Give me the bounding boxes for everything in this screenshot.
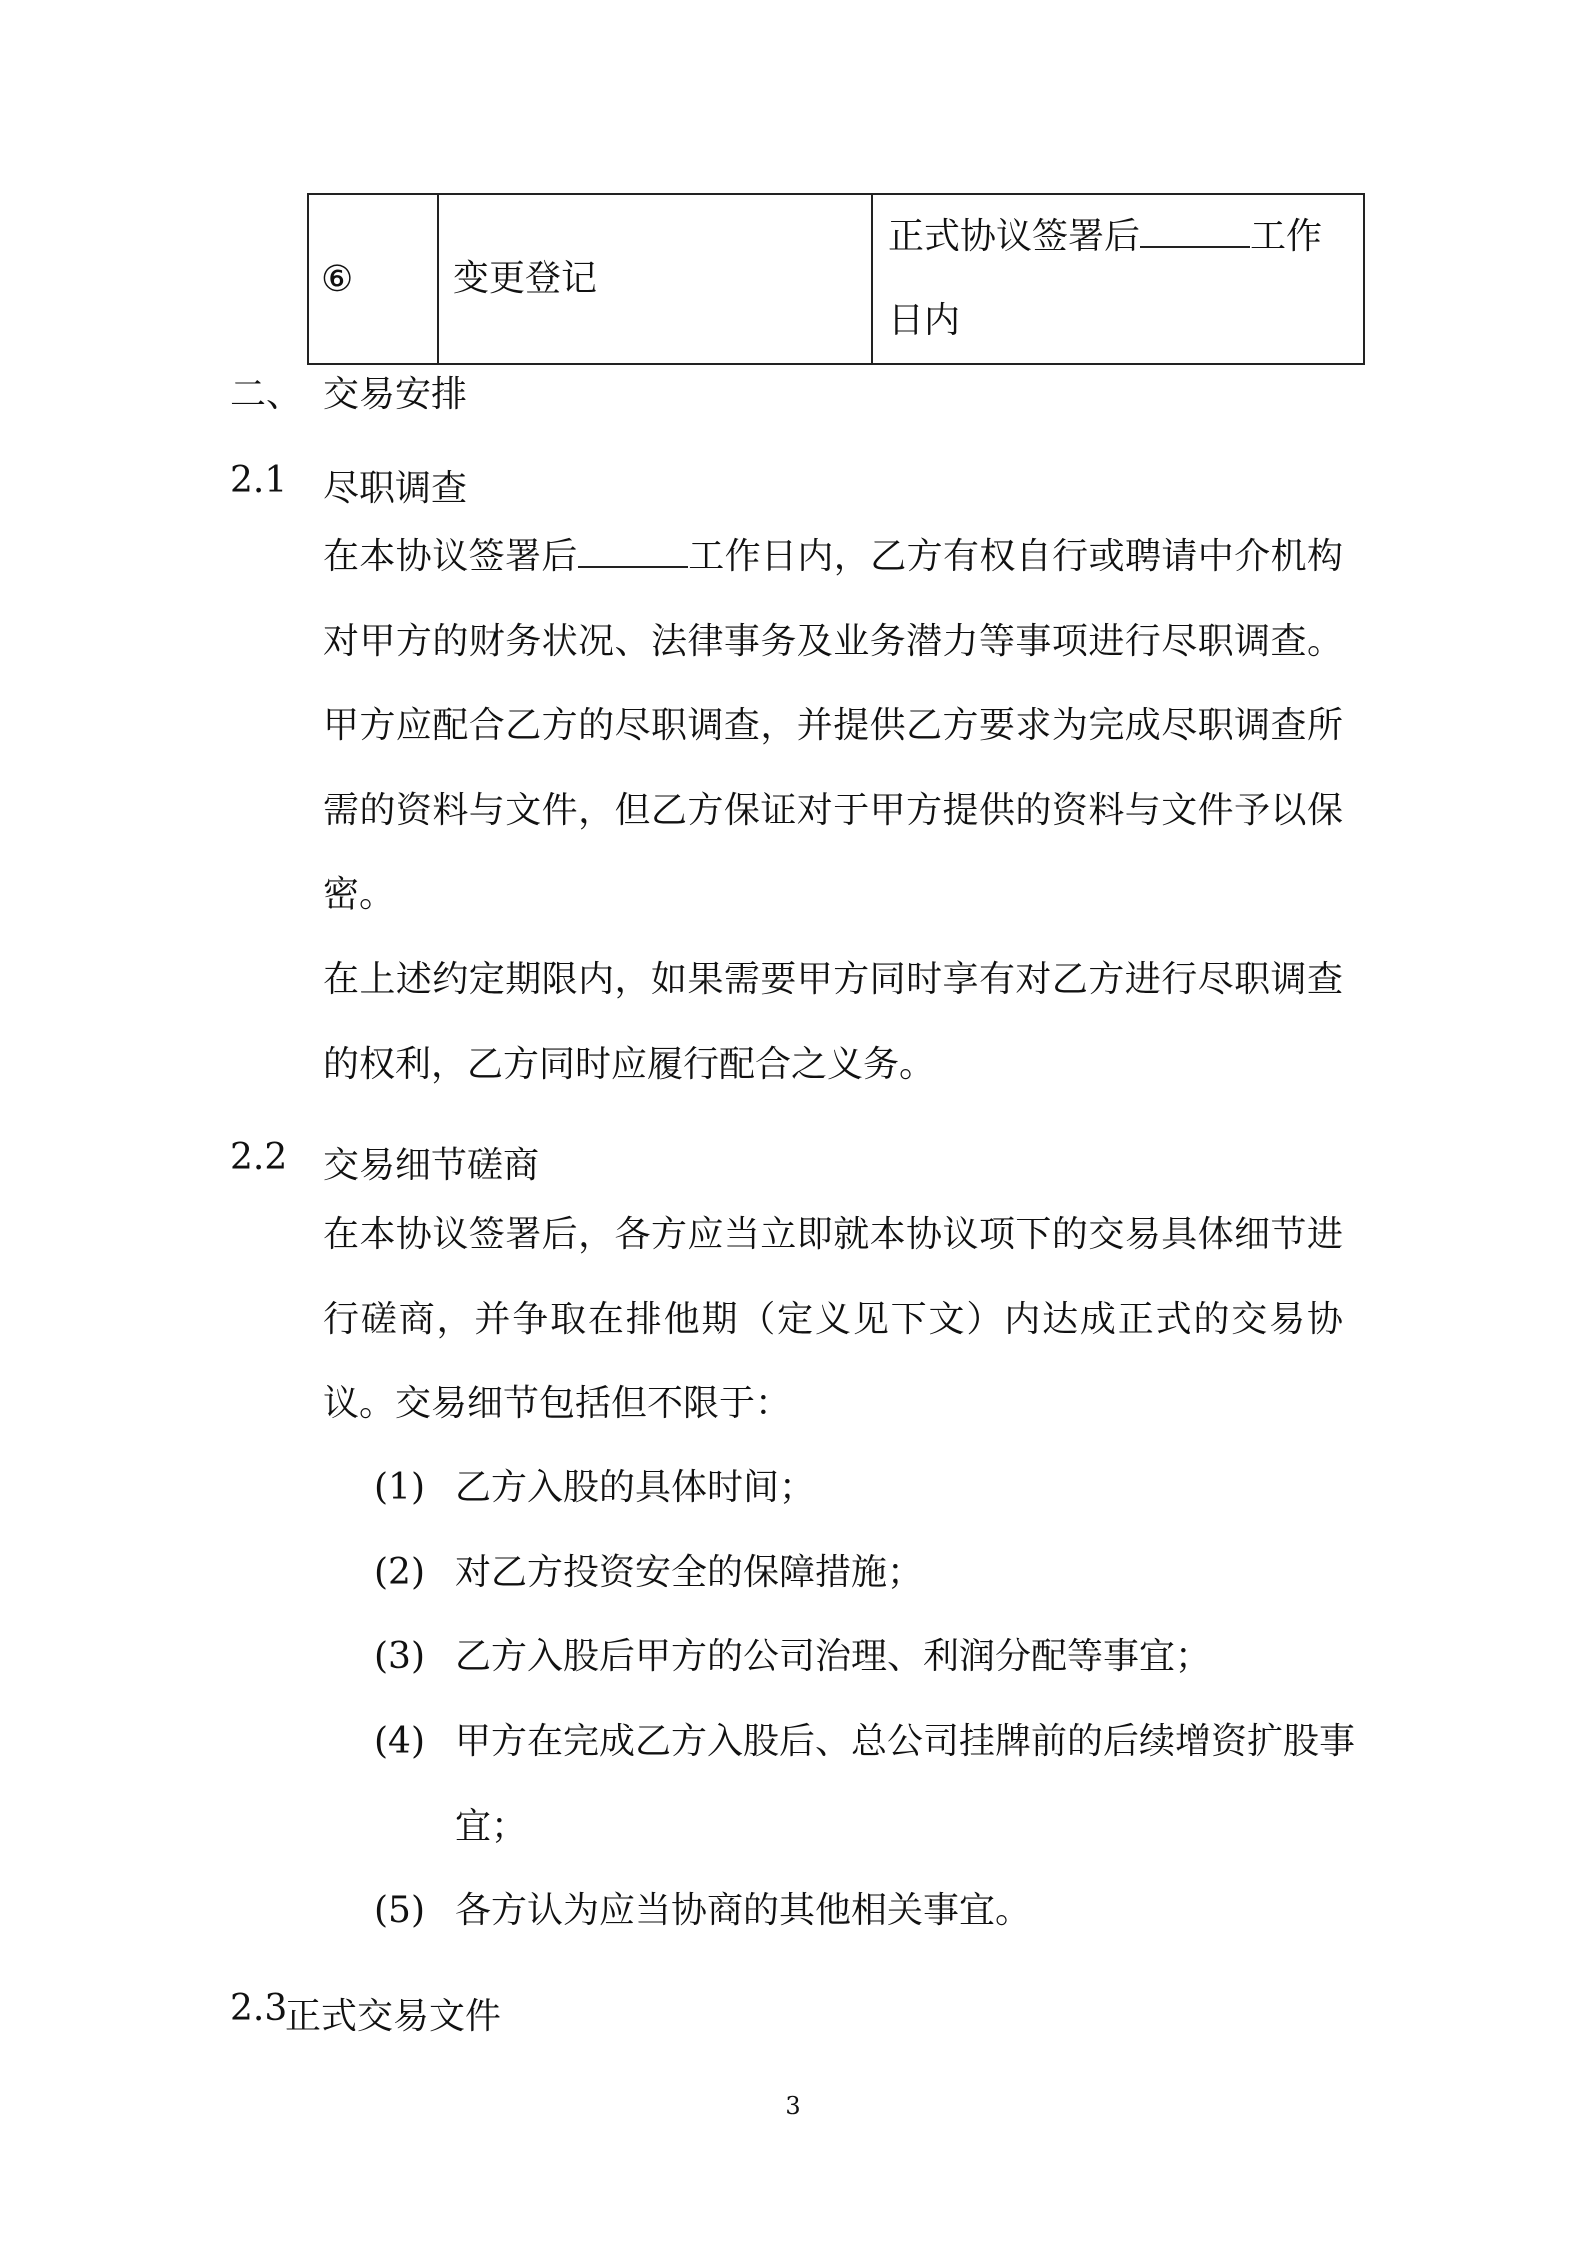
list-item: 甲方在完成乙方入股后、总公司挂牌前的后续增资扩股事宜； [455,1721,1356,1847]
table-cell-number [308,194,438,364]
timeline-table [307,193,1365,365]
page-number: 3 [785,2092,801,2120]
clause-2-1-paragraph-1 [323,515,1343,938]
list-item: 乙方入股后甲方的公司治理、利润分配等事宜； [455,1636,1212,1677]
blank-line [1140,206,1250,248]
p1-after-blank: 工作日内，乙方有权自行或聘请中介机构对甲方的财务状况、法律事务及业务潜力等事项进行尽职调查。甲方应配合乙方的尽职调查，并提供乙方要求为完成尽职调查所需的资料与文件，但乙方保证对于甲方提供的资料与文件予以保密。 [323,536,1343,915]
list-item: 对乙方投资安全的保障措施； [455,1552,924,1593]
clause-number-2-2: 2.2 [230,1137,288,1178]
section-title: 交易安排 [323,374,468,415]
row-item: 变更登记 [453,258,598,299]
clause-number-2-1: 2.1 [230,460,288,501]
deadline-text [873,195,1363,363]
clause-title-2-3: 正式交易文件 [285,1996,502,2037]
blank-line [578,526,688,568]
row-number: ⑥ [321,258,354,300]
clause-2-2-paragraph-1: 在本协议签署后，各方应当立即就本协议项下的交易具体细节进行磋商，并争取在排他期（定义见下文）内达成正式的交易协议。交易细节包括但不限于： [323,1214,1343,1424]
list-item-number: (1) [374,1467,425,1508]
list-item-number: (2) [374,1552,425,1593]
deadline-before: 正式协议签署后 [888,216,1141,257]
deadline-line2: 日内 [888,300,961,341]
table-row [308,194,1364,364]
table-cell-deadline [872,194,1364,364]
clause-title-2-2: 交易细节磋商 [323,1145,540,1186]
clause-number-2-3: 2.3 [230,1988,288,2029]
list-item-number: (4) [374,1721,425,1762]
section-number: 二、 [230,374,303,415]
list-item: 乙方入股的具体时间； [455,1467,816,1508]
table-cell-item [438,194,872,364]
p1-before-blank: 在本协议签署后 [323,536,578,577]
list-item-number: (3) [374,1636,425,1677]
clause-title-2-1: 尽职调查 [323,468,468,509]
clause-2-1-paragraph-2: 在上述约定期限内，如果需要甲方同时享有对乙方进行尽职调查的权利，乙方同时应履行配合之义务。 [323,959,1343,1085]
list-item: 各方认为应当协商的其他相关事宜。 [455,1890,1032,1931]
list-item-number: (5) [374,1890,425,1931]
deadline-after: 工作 [1250,216,1323,257]
